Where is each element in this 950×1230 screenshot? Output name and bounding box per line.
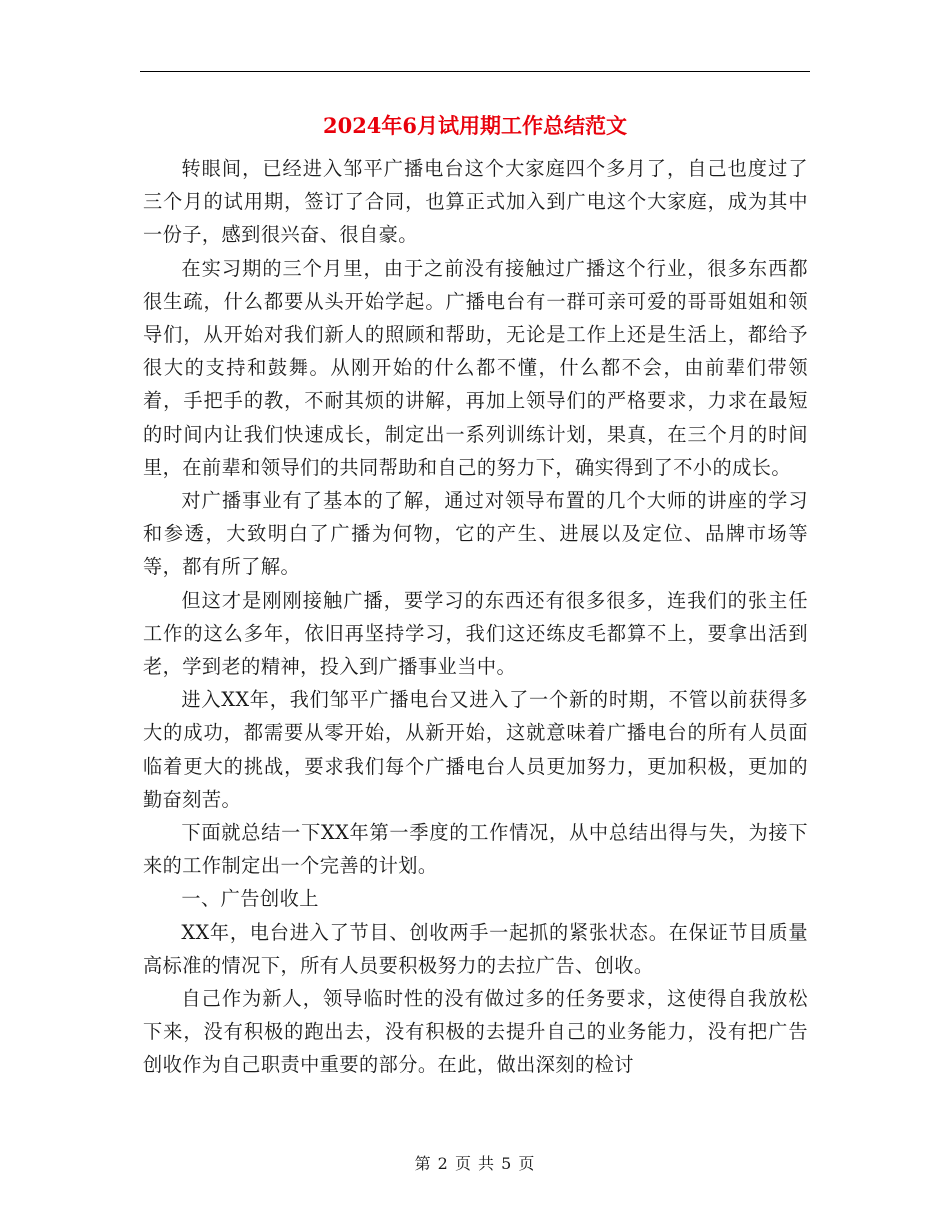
paragraph: 下面就总结一下XX年第一季度的工作情况，从中总结出得与失，为接下来的工作制定出一个完善的计划。 [143,821,808,878]
document-title: 2024年6月试用期工作总结范文 [322,113,628,138]
paragraph: 自己作为新人，领导临时性的没有做过多的任务要求，这使得自我放松下来，没有积极的跑出去，没有积极的去提升自己的业务能力，没有把广告创收作为自己职责中重要的部分。在此，做出深刻的检讨 [143,987,808,1077]
paragraph: 转眼间，已经进入邹平广播电台这个大家庭四个多月了，自己也度过了三个月的试用期，签订了合同，也算正式加入到广电这个大家庭，成为其中一份子，感到很兴奋、很自豪。 [143,157,808,247]
header-rule [140,71,810,72]
section-heading: 一、广告创收上 [181,887,319,911]
paragraph: 但这才是刚刚接触广播，要学习的东西还有很多很多，连我们的张主任工作的这么多年，依旧再坚持学习，我们这还练皮毛都算不上，要拿出活到老，学到老的精神，投入到广播事业当中。 [143,588,808,679]
document-body [143,152,808,1082]
paragraph: XX年，电台进入了节目、创收两手一起抓的紧张状态。在保证节目质量高标准的情况下，所有人员要积极努力的去拉广告、创收。 [143,920,808,977]
paragraph: 进入XX年，我们邹平广播电台又进入了一个新的时期，不管以前获得多大的成功，都需要从零开始，从新开始，这就意味着广播电台的所有人员面临着更大的挑战，要求我们每个广播电台人员更加努力，更加积极，更加的勤奋刻苦。 [143,688,808,811]
page-footer: 第 2 页 共 5 页 [414,1154,536,1173]
paragraph: 对广播事业有了基本的了解，通过对领导布置的几个大师的讲座的学习和参透，大致明白了广播为何物，它的产生、进展以及定位、品牌市场等等，都有所了解。 [143,489,808,579]
paragraph: 在实习期的三个月里，由于之前没有接触过广播这个行业，很多东西都很生疏，什么都要从头开始学起。广播电台有一群可亲可爱的哥哥姐姐和领导们，从开始对我们新人的照顾和帮助，无论是工作上还是生活上，都给予很大的支持和鼓舞。从刚开始的什么都不懂，什么都不会，由前辈们带领着，手把手的教，不耐其烦的讲解，再加上领导们的严格要求，力求在最短的时间内让我们快速成长，制定出一系列训练计划，果真，在三个月的时间里，在前辈和领导们的共同帮助和自己的努力下，确实得到了不小的成长。 [143,256,808,479]
